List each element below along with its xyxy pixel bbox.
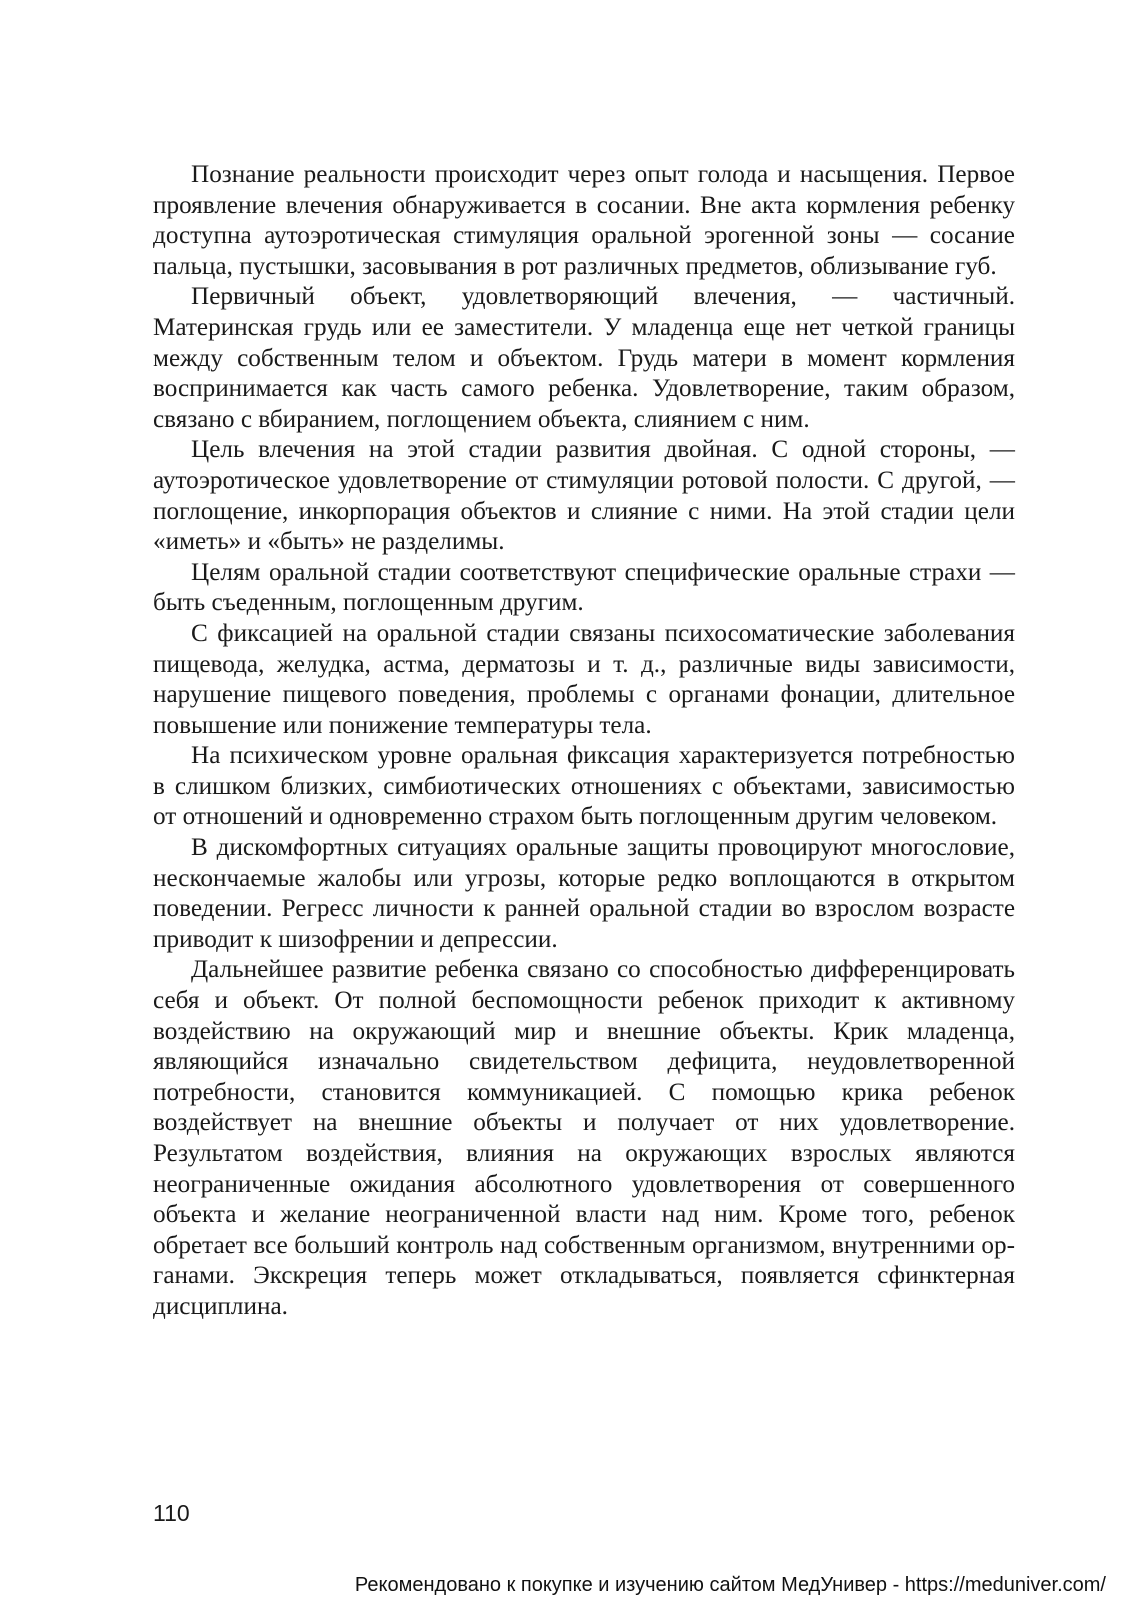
footer-recommendation: Рекомендовано к покупке и изучению сайтом МедУнивер - https://meduniver.com/ xyxy=(354,1574,1106,1596)
paragraph-drive-goal: Цель влечения на этой стадии развития двойная. С одной стороны, — аутоэротическое удовлетворение от стимуляции ротовой полости. С другой, — поглощение, инкорпорация объектов и слияние с ними. На этой стадии цели «иметь» и «быть» не разделимы. xyxy=(153,436,1015,556)
paragraph-further-development: Дальнейшее развитие ребенка связано со способностью дифференцировать себя и объект. От полной беспомощности ребенок приходит к активному воздействию на окружающий мир и внешние объекты. Крик младенца, являющийся изначально свидетельством дефицита, неудовлетворенной потребности, становится коммуникацией. С помощью крика ребенок воздействует на внешние объекты и получает от них удовлетворение. Результатом воздействия, влияния на окружающих взрослых являются неограниченные ожидания абсолютного удовлетворения от совершенного объекта и желание неограниченной власти над ним. Кроме того, ребенок обретает все больший контроль над собственным организмом, внутренними органами. Экскреция теперь может откладываться, появляется сфинктерная дисциплина. xyxy=(153,956,1015,1320)
paragraph-oral-defenses: В дискомфортных ситуациях оральные защиты провоцируют многословие, нескончаемые жалобы или угрозы, которые редко воплощаются в открытом поведении. Регресс личности к ранней оральной стадии во взрослом возрасте приводит к шизофрении и депрессии. xyxy=(153,834,1015,953)
paragraph-primary-object: Первичный объект, удовлетворяющий влечения, — частичный. Материнская грудь или ее заместители. У младенца еще нет четкой границы между собственным телом и объектом. Грудь матери в момент кормления воспринимается как часть самого ребенка. Удовлетворение, таким образом, связано с вбиранием, поглощением объекта, слиянием с ним. xyxy=(153,283,1015,433)
main-text xyxy=(153,160,1015,1323)
page-number: 110 xyxy=(153,1500,190,1526)
paragraph-oral-fixation-disorders: С фиксацией на оральной стадии связаны психосоматические заболевания пищевода, желудка, астма, дерматозы и т. д., различные виды зависимости, нарушение пищевого поведения, проблемы с органами фонации, длительное повышение или понижение температуры тела. xyxy=(153,619,1015,739)
paragraph-reality-cognition: Познание реальности происходит через опыт голода и насыщения. Первое проявление влечения обнаруживается в сосании. Вне акта кормления ребенку доступна аутоэротическая стимуляция оральной эрогенной зоны — сосание пальца, пустышки, засовывания в рот различных предметов, облизывание губ. xyxy=(153,161,1015,280)
paragraph-psychic-level: На психическом уровне оральная фиксация характеризуется потребностью в слишком близких, симбиотических отношениях с объектами, зависимостью от отношений и одновременно страхом быть поглощенным другим человеком. xyxy=(153,742,1015,831)
paragraph-oral-fears: Целям оральной стадии соответствуют специфические оральные страхи — быть съеденным, поглощенным другим. xyxy=(153,558,1015,617)
